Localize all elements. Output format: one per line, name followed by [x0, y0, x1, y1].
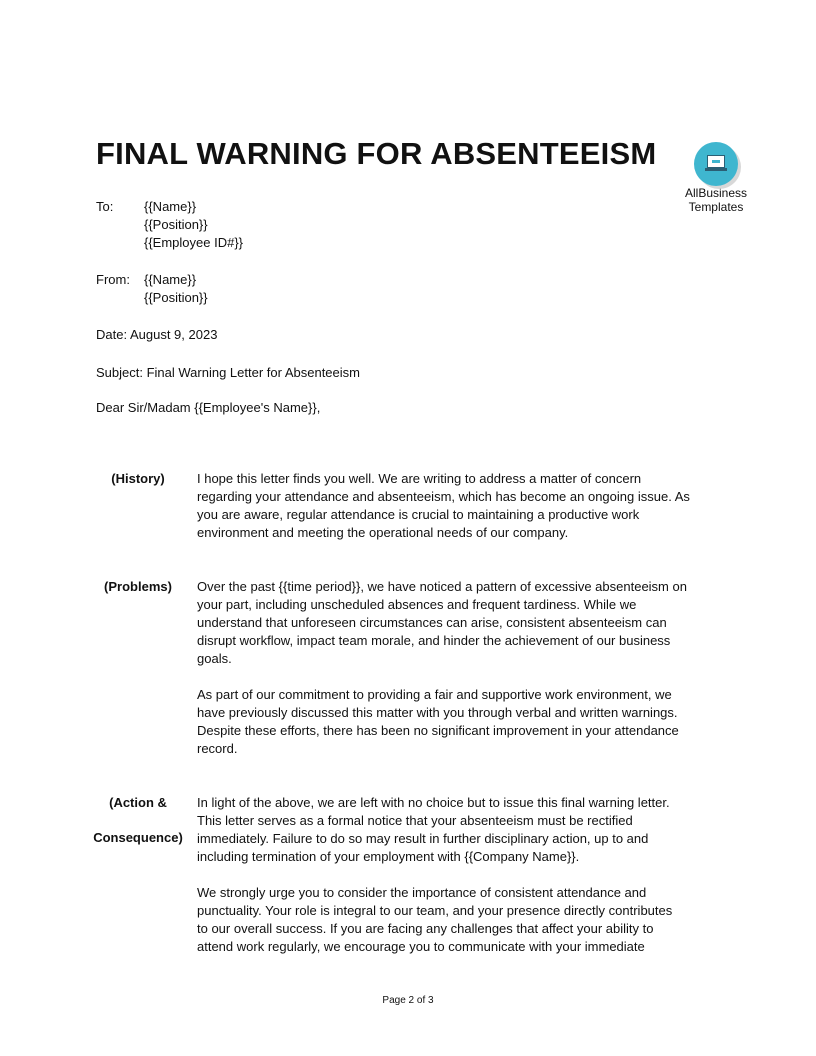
- text-line: including termination of your employment with {{Company Name}}.: [197, 849, 580, 864]
- action-paragraph-1: [197, 794, 709, 866]
- to-position: {{Position}}: [144, 217, 208, 232]
- text-line: understand that unforeseen circumstances can arise, consistent absenteeism can: [197, 615, 667, 630]
- from-label: From:: [96, 272, 130, 287]
- text-line: regarding your attendance and absenteeism, which has become an ongoing issue. As: [197, 489, 690, 504]
- problems-label: (Problems): [104, 579, 172, 594]
- text-line: Over the past {{time period}}, we have noticed a pattern of excessive absenteeism on: [197, 579, 687, 594]
- text-line: As part of our commitment to providing a fair and supportive work environment, we: [197, 687, 672, 702]
- laptop-icon: [694, 142, 738, 186]
- salutation: Dear Sir/Madam {{Employee's Name}},: [96, 400, 321, 415]
- logo-text-line1: AllBusiness: [684, 186, 748, 200]
- text-line: I hope this letter finds you well. We are writing to address a matter of concern: [197, 471, 642, 486]
- history-paragraph: [197, 470, 709, 542]
- page-number: Page 2 of 3: [382, 995, 434, 1006]
- action-paragraph-2: [197, 884, 709, 956]
- text-line: immediately. Failure to do so may result in further disciplinary action, up to and: [197, 831, 649, 846]
- text-line: have previously discussed this matter with you through verbal and written warnings.: [197, 705, 678, 720]
- to-label: To:: [96, 199, 114, 214]
- problems-paragraph-1: [197, 578, 709, 668]
- text-line: Despite these efforts, there has been no significant improvement in your attendance: [197, 723, 679, 738]
- subject-line: Subject: Final Warning Letter for Absenteeism: [96, 365, 360, 380]
- history-label: (History): [111, 471, 165, 486]
- text-line: to our overall success. If you are facing any challenges that affect your ability to: [197, 921, 654, 936]
- text-line: punctuality. Your role is integral to our team, and your presence directly contributes: [197, 903, 673, 918]
- to-name: {{Name}}: [144, 199, 197, 214]
- text-line: record.: [197, 741, 238, 756]
- date-line: Date: August 9, 2023: [96, 327, 218, 342]
- text-line: goals.: [197, 651, 232, 666]
- from-name: {{Name}}: [144, 272, 197, 287]
- text-line: your part, including unscheduled absences and frequent tardiness. While we: [197, 597, 637, 612]
- problems-paragraph-2: [197, 686, 709, 758]
- text-line: disrupt workflow, impact team morale, and hinder the achievement of our business: [197, 633, 671, 648]
- text-line: In light of the above, we are left with no choice but to issue this final warning letter.: [197, 795, 670, 810]
- action-label-line1: (Action &: [109, 795, 167, 810]
- action-label-line2: Consequence): [93, 830, 183, 845]
- page-title: FINAL WARNING FOR ABSENTEEISM: [96, 136, 657, 171]
- from-position: {{Position}}: [144, 290, 208, 305]
- text-line: environment and meeting the operational needs of our company.: [197, 525, 569, 540]
- text-line: you are aware, regular attendance is crucial to maintaining a productive work: [197, 507, 640, 522]
- logo-text-line2: Templates: [688, 200, 744, 214]
- text-line: We strongly urge you to consider the importance of consistent attendance and: [197, 885, 647, 900]
- to-employee-id: {{Employee ID#}}: [144, 235, 244, 250]
- company-logo: [676, 142, 756, 214]
- text-line: This letter serves as a formal notice that your absenteeism must be rectified: [197, 813, 633, 828]
- text-line: attend work regularly, we encourage you to communicate with your immediate: [197, 939, 645, 954]
